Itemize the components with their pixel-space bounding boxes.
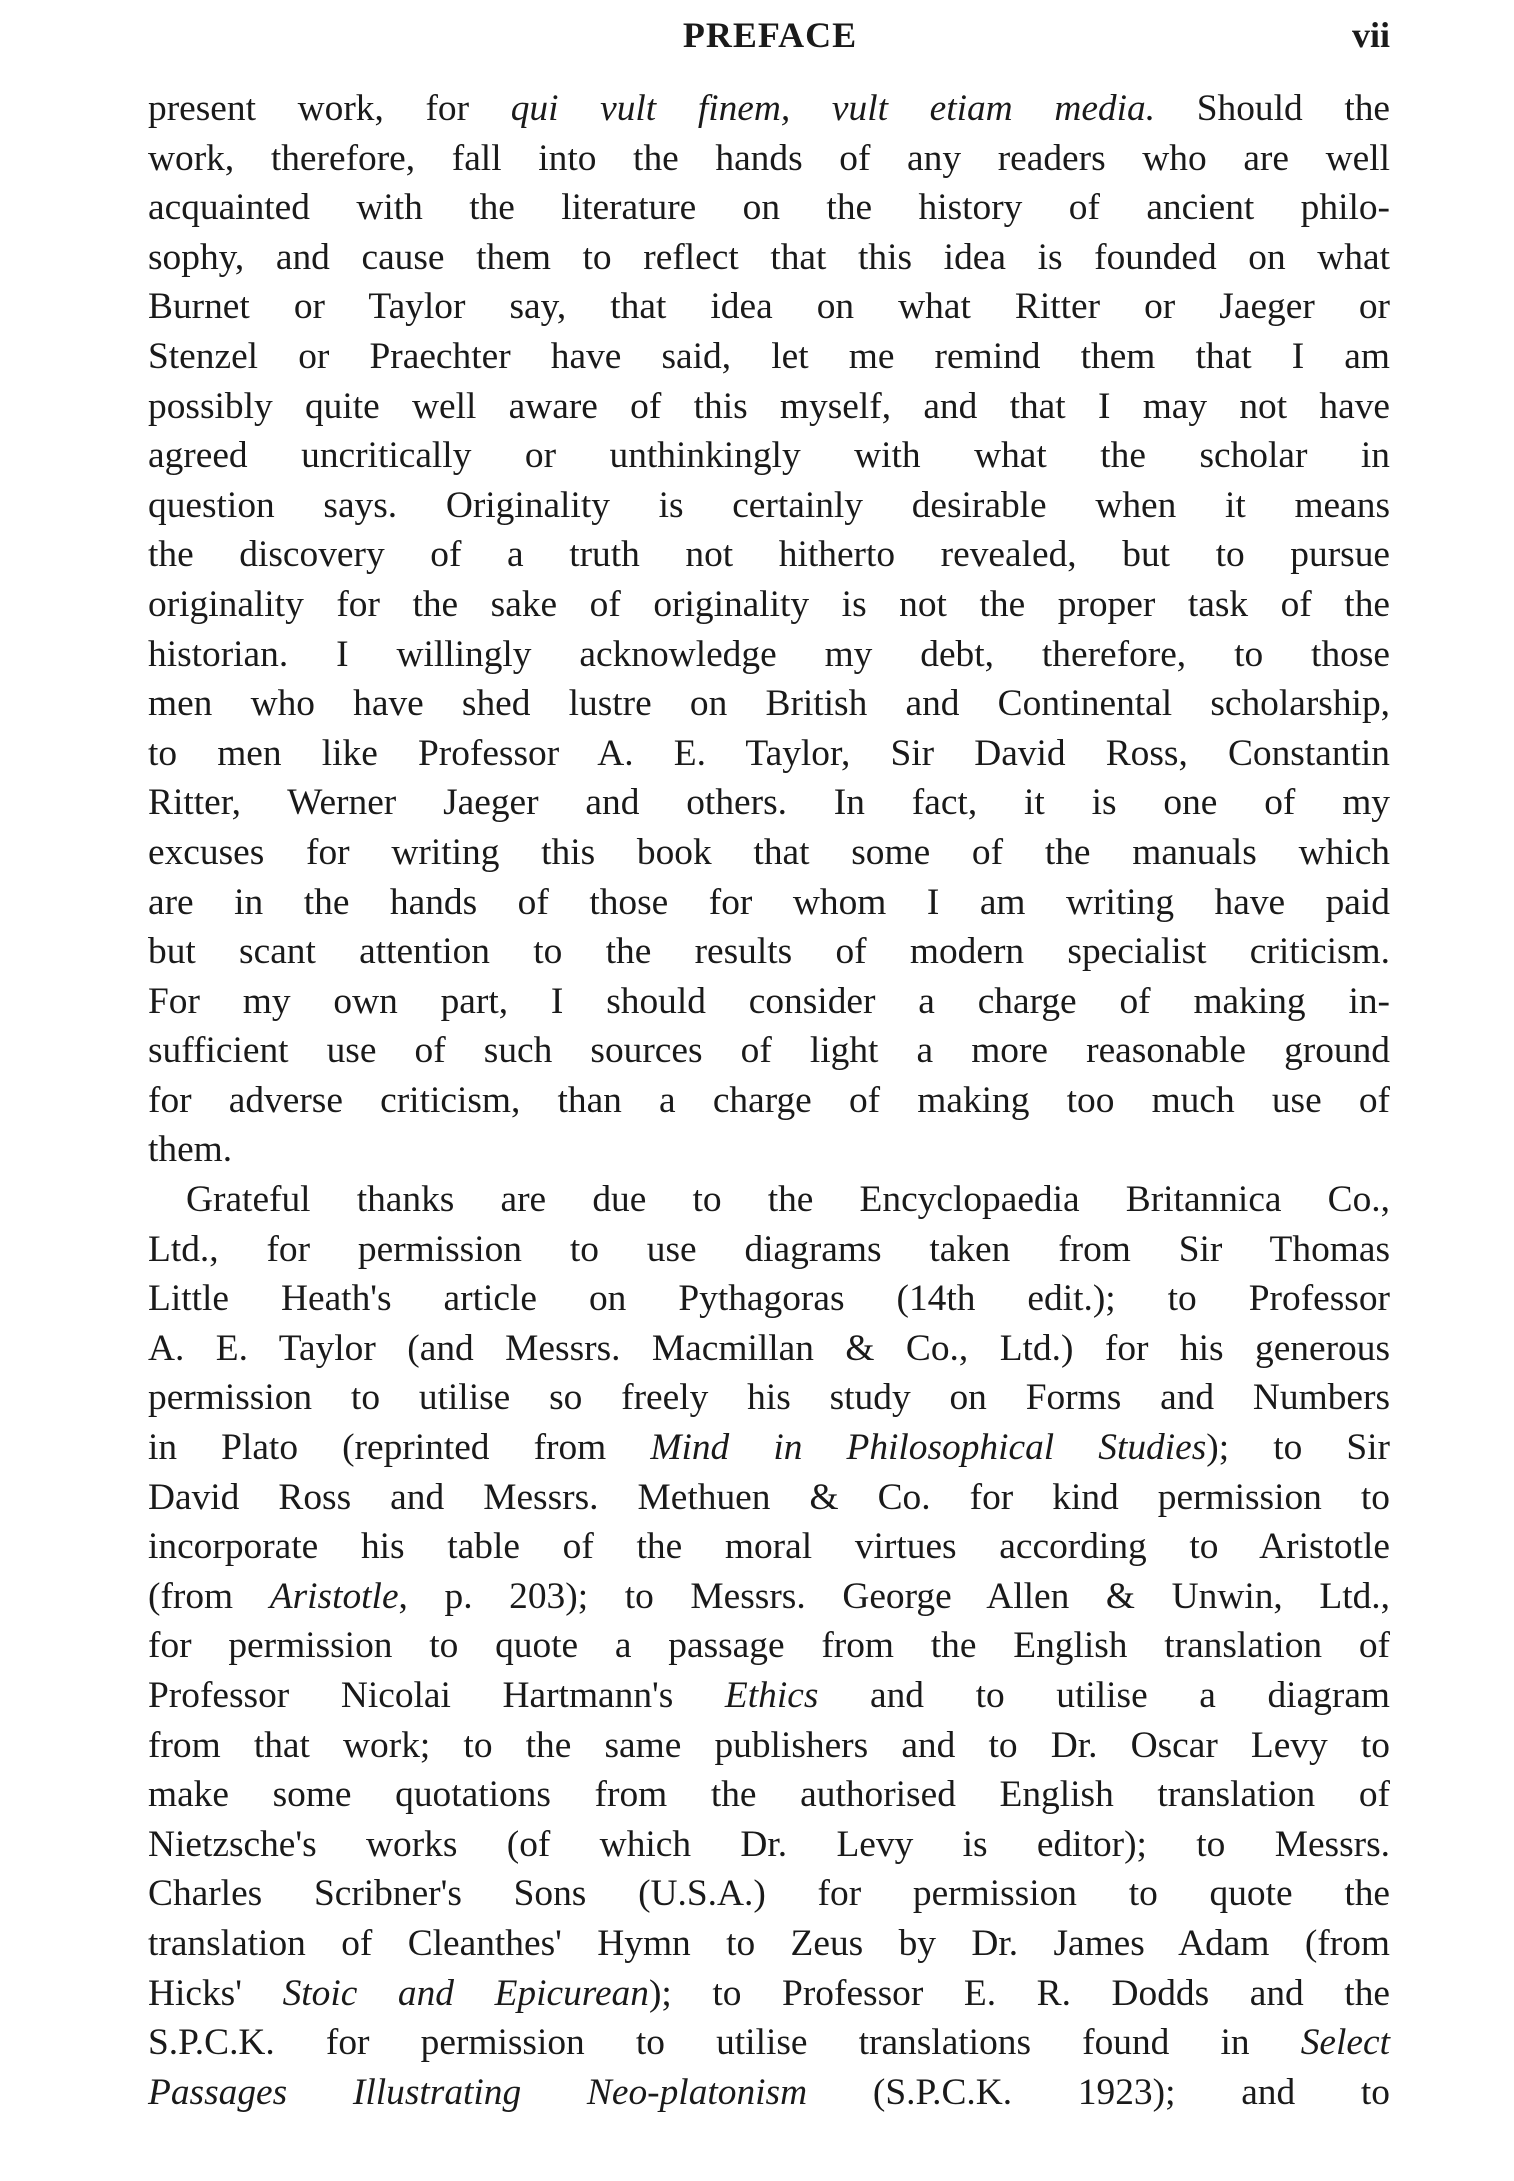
- text-line: translation of Cleanthes' Hymn to Zeus by Dr. James Adam (from: [148, 1922, 1390, 1964]
- text-line: Professor Nicolai Hartmann's Ethics and to utilise a diagram: [148, 1675, 1390, 1716]
- paragraph: [148, 84, 1390, 1175]
- text-line: Ritter, Werner Jaeger and others. In fact, it is one of my: [148, 782, 1390, 824]
- text-line: Ltd., for permission to use diagrams taken from Sir Thomas: [148, 1228, 1390, 1270]
- italic-title: Aristotle: [269, 1575, 399, 1617]
- text-line: acquainted with the literature on the history of ancient philo-: [148, 187, 1390, 229]
- paragraph: [148, 1175, 1390, 2117]
- text-line: Passages Illustrating Neo-platonism (S.P.C.K. 1923); and to: [148, 2071, 1391, 2113]
- text-line: Nietzsche's works (of which Dr. Levy is editor); to Messrs.: [148, 1823, 1390, 1865]
- text-line: A. E. Taylor (and Messrs. Macmillan & Co., Ltd.) for his generous: [148, 1327, 1390, 1369]
- text-line: originality for the sake of originality is not the proper task of the: [148, 583, 1390, 625]
- text-line: For my own part, I should consider a charge of making in-: [148, 980, 1390, 1022]
- text-line: in Plato (reprinted from Mind in Philosophical Studies); to Sir: [148, 1427, 1390, 1469]
- text-line: but scant attention to the results of modern specialist criticism.: [148, 931, 1390, 973]
- text-line: Stenzel or Praechter have said, let me remind them that I am: [148, 335, 1390, 377]
- text-line: question says. Originality is certainly desirable when it means: [148, 484, 1390, 526]
- text-line: them.: [148, 1129, 233, 1171]
- text-line: Hicks' Stoic and Epicurean); to Professor E. R. Dodds and the: [148, 1972, 1390, 2014]
- italic-title: Select: [1300, 2022, 1390, 2064]
- text-line: to men like Professor A. E. Taylor, Sir David Ross, Constantin: [148, 732, 1390, 774]
- text-line: S.P.C.K. for permission to utilise translations found in Select: [148, 2022, 1390, 2064]
- text-line: possibly quite well aware of this myself, and that I may not have: [148, 385, 1390, 427]
- text-line: for permission to quote a passage from the English translation of: [148, 1625, 1390, 1667]
- text-line: sufficient use of such sources of light a more reasonable ground: [148, 1030, 1390, 1072]
- body-text: [148, 84, 1390, 2117]
- text-line: make some quotations from the authorised English translation of: [148, 1774, 1390, 1816]
- text-line: present work, for qui vult finem, vult etiam media. Should the: [148, 88, 1390, 129]
- italic-title: Mind in Philosophical Studies: [650, 1427, 1207, 1469]
- text-line: work, therefore, fall into the hands of any readers who are well: [148, 137, 1390, 179]
- text-line: sophy, and cause them to reflect that this idea is founded on what: [148, 236, 1390, 278]
- text-line: David Ross and Messrs. Methuen & Co. for kind permission to: [148, 1476, 1390, 1518]
- text-line: men who have shed lustre on British and Continental scholarship,: [148, 683, 1390, 725]
- text-line: the discovery of a truth not hitherto revealed, but to pursue: [148, 534, 1390, 576]
- italic-title: Stoic and Epicurean: [282, 1972, 649, 2014]
- italic-title: Passages Illustrating Neo-platonism: [148, 2071, 808, 2113]
- text-line: excuses for writing this book that some of the manuals which: [148, 831, 1390, 873]
- text-line: agreed uncritically or unthinkingly with what the scholar in: [148, 435, 1390, 477]
- running-title: PREFACE: [682, 15, 858, 55]
- text-line: incorporate his table of the moral virtues according to Aristotle: [148, 1526, 1390, 1568]
- text-line: Little Heath's article on Pythagoras (14th edit.); to Professor: [148, 1278, 1390, 1320]
- text-line: Charles Scribner's Sons (U.S.A.) for permission to quote the: [148, 1873, 1390, 1915]
- page-number: vii: [1351, 15, 1390, 55]
- running-head: [150, 14, 1390, 64]
- text-line: (from Aristotle, p. 203); to Messrs. George Allen & Unwin, Ltd.,: [148, 1575, 1390, 1617]
- text-line: historian. I willingly acknowledge my debt, therefore, to those: [148, 633, 1390, 675]
- text-line: Burnet or Taylor say, that idea on what Ritter or Jaeger or: [148, 286, 1390, 328]
- text-line: from that work; to the same publishers and to Dr. Oscar Levy to: [148, 1724, 1390, 1766]
- text-line: for adverse criticism, than a charge of making too much use of: [148, 1079, 1390, 1121]
- italic-title: Ethics: [724, 1675, 819, 1716]
- italic-title: qui vult finem, vult etiam media.: [510, 88, 1156, 129]
- text-line: are in the hands of those for whom I am writing have paid: [148, 881, 1390, 923]
- text-line: Grateful thanks are due to the Encyclopaedia Britannica Co.,: [186, 1179, 1390, 1221]
- text-line: permission to utilise so freely his study on Forms and Numbers: [148, 1377, 1390, 1419]
